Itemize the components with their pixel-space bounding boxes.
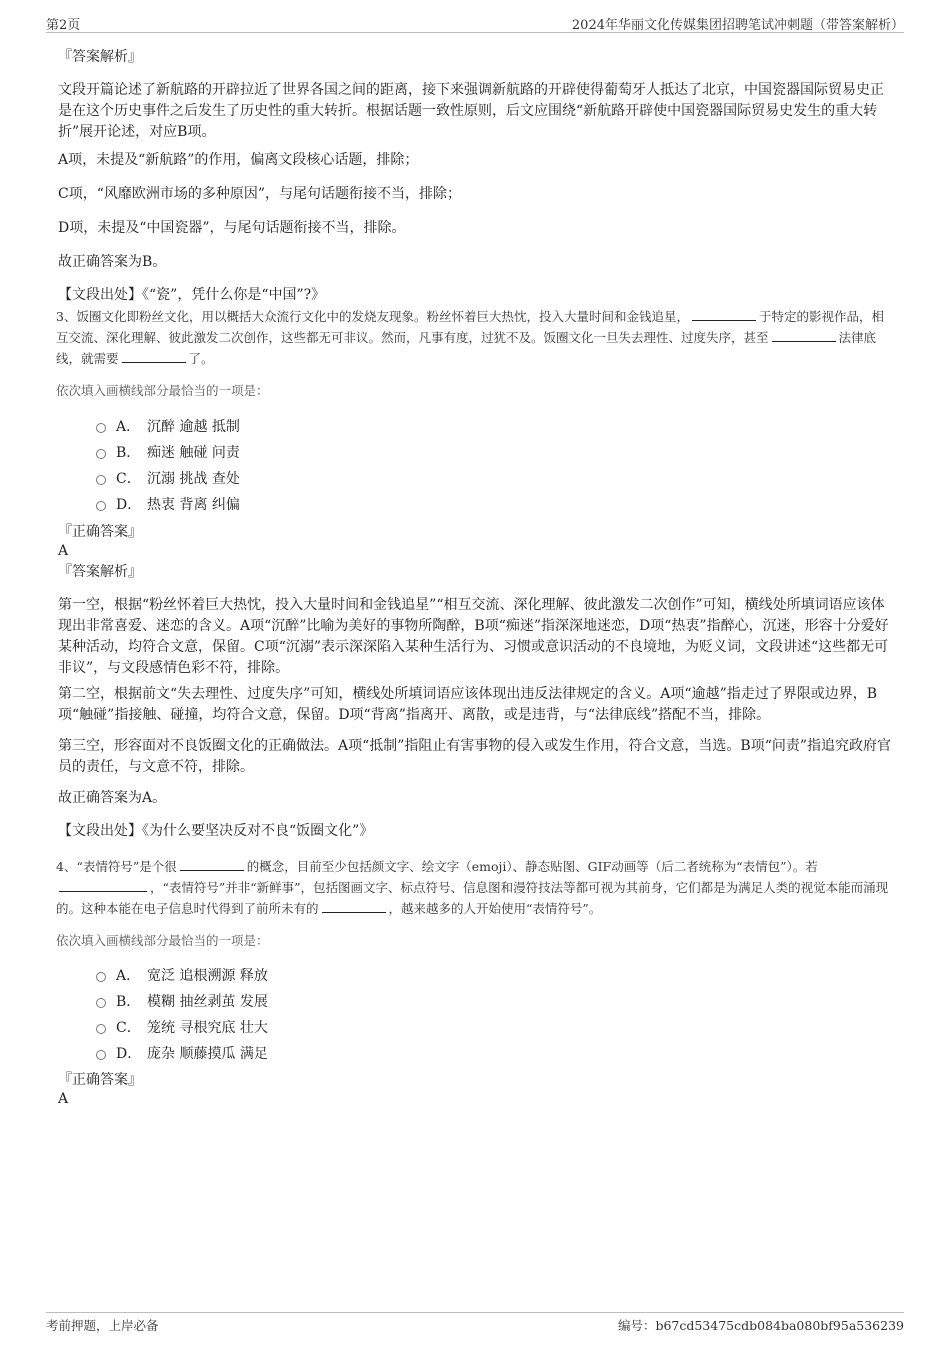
q2-analysis-paragraph: 文段开篇论述了新航路的开辟拉近了世界各国之间的距离，接下来强调新航路的开辟使得葡萄牙人抵达了北京，中国瓷器国际贸易史正是在这个历史事件之后发生了历史性的重大转折。根据话题一致性原则，后文应围绕“新航路开辟使中国瓷器国际贸易史发生的重大转折”展开论述，对应B项。 — [58, 82, 884, 140]
q3-analysis-paragraph-3: 第三空，形容面对不良饭圈文化的正确做法。A项“抵制”指阻止有害事物的侵入或发生作用，符合文意，当选。B项“问责”指追究政府官员的责任，与文意不符，排除。 — [58, 738, 892, 775]
radio-icon[interactable] — [96, 449, 106, 459]
page-header — [46, 12, 904, 33]
q3-source: 【文段出处】《为什么要坚决反对不良“饭圈文化”》 — [58, 823, 374, 839]
q3-analysis-paragraph-1: 第一空，根据“粉丝怀着巨大热忱，投入大量时间和金钱追星”“相互交流、深化理解、彼此激发二次创作”可知，横线处所填词语应该体现出非常喜爱、迷恋的含义。A项“沉醉”比喻为美好的事物所陶醉，B项“痴迷”指深深地迷恋，D项“热衷”指醉心，沉迷，形容十分爱好某种活动，均符合文意，保留。C项“沉溺”表示深深陷入某种生活行为、习惯或意识活动的不良境地，为贬义词，文段讲述“这些都无可非议”，与文段感情色彩不符，排除。 — [58, 597, 889, 676]
q4-option-c[interactable]: C． 笼统 寻根究底 壮大 — [96, 1015, 268, 1041]
q4-options — [96, 963, 268, 1067]
q3-conclusion: 故正确答案为A。 — [58, 790, 167, 806]
q4-option-d[interactable]: D． 庞杂 顺藤摸瓜 满足 — [96, 1041, 268, 1067]
q4-blank-3 — [322, 899, 386, 913]
q3-answer-label: 『正确答案』 — [58, 524, 142, 540]
page-number: 第2页 — [46, 18, 81, 33]
q3-answer: A — [58, 543, 69, 559]
q3-blank-3 — [122, 349, 186, 363]
radio-icon[interactable] — [96, 475, 106, 485]
q2-analysis-label: 『答案解析』 — [58, 49, 142, 65]
q3-option-c[interactable]: C． 沉溺 挑战 查处 — [96, 466, 240, 492]
q2-conclusion: 故正确答案为B。 — [58, 254, 167, 270]
q3-options — [96, 414, 240, 518]
q3-stem-part-4: 了。 — [188, 351, 214, 366]
q2-analysis-option-a: A项，未提及“新航路”的作用，偏离文段核心话题，排除； — [58, 152, 419, 168]
q4-blank-1 — [180, 857, 244, 871]
q4-option-b[interactable]: B． 模糊 抽丝剥茧 发展 — [96, 989, 268, 1015]
q4-stem-part-2: 的概念，目前至少包括颜文字、绘文字（emoji）、静态贴图、GIF动画等（后二者统称为“表情包”）。若 — [246, 859, 818, 874]
q3-stem — [56, 306, 896, 369]
q3-stem-part-1: 3、饭圈文化即粉丝文化，用以概括大众流行文化中的发烧友现象。粉丝怀着巨大热忱，投入大量时间和金钱追星， — [56, 309, 689, 324]
q3-option-a[interactable]: A． 沉醉 逾越 抵制 — [96, 414, 240, 440]
q3-stem-part-2: 于特定的影视作品，相互交流、深化理解、彼此激发二次创作，这些都无可非议。然而，凡事有度，过犹不及。饭圈文化一旦失去理性、过度失序，甚至 — [56, 309, 884, 345]
q4-answer-label: 『正确答案』 — [58, 1072, 142, 1088]
document-title: 2024年华丽文化传媒集团招聘笔试冲刺题（带答案解析） — [571, 18, 904, 33]
q2-source: 【文段出处】《“瓷”，凭什么你是“中国”?》 — [58, 287, 326, 303]
q3-option-b[interactable]: B． 痴迷 触碰 问责 — [96, 440, 240, 466]
radio-icon[interactable] — [96, 998, 106, 1008]
q4-stem-part-1: 4、“表情符号”是个很 — [56, 859, 177, 874]
q4-stem-part-3: ，“表情符号”并非“新鲜事”，包括图画文字、标点符号、信息图和漫符技法等都可视为其前身，它们都是为满足人类的视觉本能而涌现的。这种本能在电子信息时代得到了前所未有的 — [56, 880, 889, 916]
q2-analysis-option-d: D项，未提及“中国瓷器”，与尾句话题衔接不当，排除。 — [58, 220, 406, 236]
q3-analysis-label: 『答案解析』 — [58, 564, 142, 580]
q3-prompt: 依次填入画横线部分最恰当的一项是： — [56, 383, 269, 398]
footer-slogan: 考前押题，上岸必备 — [46, 1318, 159, 1333]
q4-answer: A — [58, 1091, 69, 1107]
page-footer — [46, 1312, 904, 1335]
radio-icon[interactable] — [96, 972, 106, 982]
q3-blank-2 — [772, 328, 836, 342]
q4-stem-part-4: ，越来越多的人开始使用“表情符号”。 — [388, 901, 602, 916]
q3-option-d[interactable]: D． 热衷 背离 纠偏 — [96, 492, 240, 518]
document-id: 编号：b67cd53475cdb084ba080bf95a536239 — [617, 1318, 904, 1333]
q3-stem-part-3: 法律底线，就需要 — [56, 330, 877, 366]
q4-blank-2 — [59, 878, 147, 892]
q4-stem — [56, 856, 896, 919]
q2-analysis-option-c: C项，“风靡欧洲市场的多种原因”，与尾句话题衔接不当，排除； — [58, 186, 462, 202]
q4-option-a[interactable]: A． 宽泛 追根溯源 释放 — [96, 963, 268, 989]
radio-icon[interactable] — [96, 423, 106, 433]
radio-icon[interactable] — [96, 501, 106, 511]
radio-icon[interactable] — [96, 1024, 106, 1034]
radio-icon[interactable] — [96, 1050, 106, 1060]
q3-blank-1 — [692, 307, 756, 321]
q3-analysis-paragraph-2: 第二空，根据前文“失去理性、过度失序”可知，横线处所填词语应该体现出违反法律规定的含义。A项“逾越”指走过了界限或边界，B项“触碰”指接触、碰撞，均符合文意，保留。D项“背离”指离开、离散，或是违背，与“法律底线”搭配不当，排除。 — [58, 686, 878, 723]
q4-prompt: 依次填入画横线部分最恰当的一项是： — [56, 933, 269, 948]
